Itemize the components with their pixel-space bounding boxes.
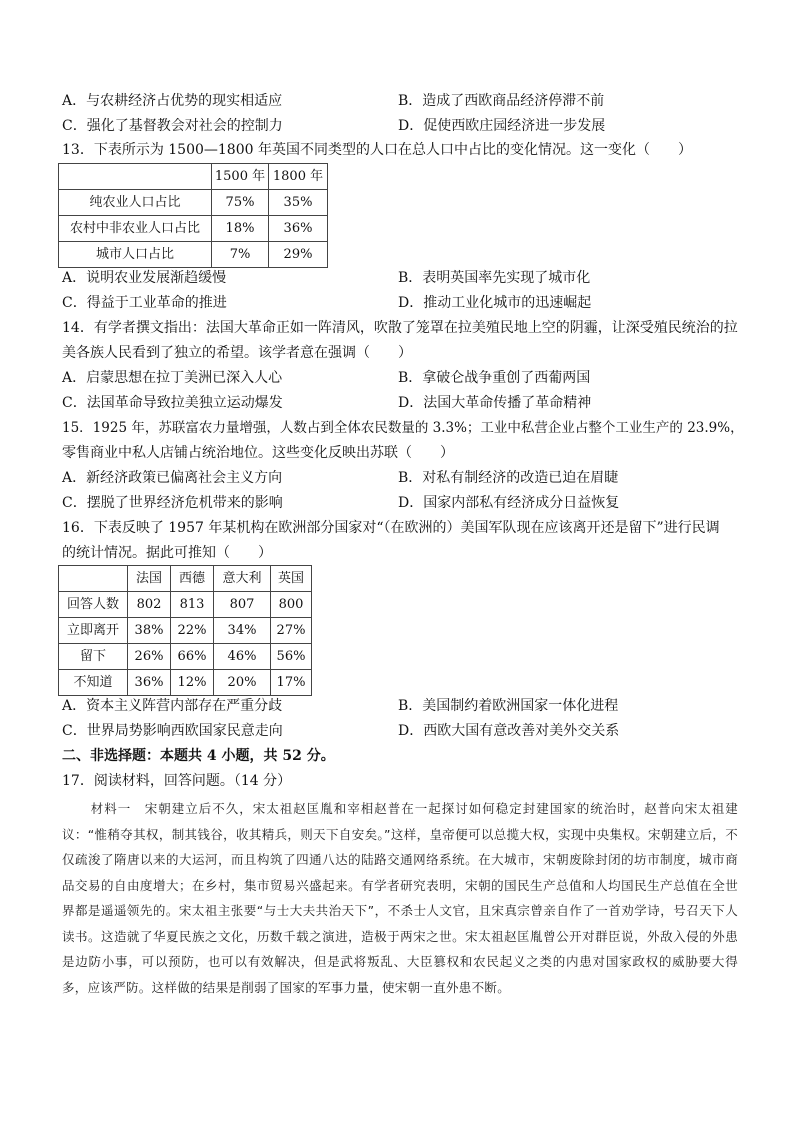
table-cell: 纯农业人口占比	[59, 190, 212, 216]
table-row	[59, 216, 328, 242]
table-cell: 17%	[271, 670, 312, 696]
q14-option-a: A．启蒙思想在拉丁美洲已深入人心	[62, 370, 283, 386]
table-cell: 26%	[128, 644, 171, 670]
table-cell: 西德	[171, 566, 214, 592]
table-cell: 807	[214, 592, 271, 618]
q15-stem-line-1: 15．1925 年，苏联富农力量增强，人数占到全体农民数量的 3.3%；工业中私营企业占整个工业生产的 23.9%，	[62, 420, 744, 436]
table-cell: 36%	[269, 216, 328, 242]
table-cell: 法国	[128, 566, 171, 592]
table-row	[59, 670, 312, 696]
q12-option-c: C．强化了基督教会对社会的控制力	[62, 118, 283, 134]
q17-material-text: 材料一 宋朝建立后不久，宋太祖赵匡胤和宰相赵普在一起探讨如何稳定封建国家的统治时，赵普向宋太祖建议：“惟稍夺其权，制其钱谷，收其精兵，则天下自安矣。”这样，皇帝便可以总揽大权，实现中央集权。宋朝建立后，不仅疏浚了隋唐以来的大运河，而且构筑了四通八达的陆路交通网络系统。在大城市，宋朝废除封闭的坊市制度，城市商品交易的自由度增大；在乡村，集市贸易兴盛起来。有学者研究表明，宋朝的国民生产总值和人均国民生产总值在全世界都是遥遥领先的。宋太祖主张要“与士大夫共治天下”，不杀士人文官，且宋真宗曾亲自作了一首劝学诗，号召天下人读书。这造就了华夏民族之文化，历数千载之演进，造极于两宋之世。宋太祖赵匡胤曾公开对群臣说，外敌入侵的外患是边防小事，可以预防，也可以有效解决，但是武将叛乱、大臣篡权和农民起义之类的内患对国家政权的威胁要大得多，应该严防。这样做的结果是削弱了国家的军事力量，使宋朝一直外患不断。	[62, 801, 738, 995]
table-cell: 75%	[212, 190, 269, 216]
section-heading: 二、非选择题：本题共 4 小题，共 52 分。	[62, 748, 335, 764]
q12-option-b: B．造成了西欧商品经济停滞不前	[398, 93, 605, 109]
table-cell: 意大利	[214, 566, 271, 592]
table-row	[59, 618, 312, 644]
q14-option-c: C．法国革命导致拉美独立运动爆发	[62, 395, 283, 411]
q13-option-c: C．得益于工业革命的推进	[62, 295, 227, 311]
q15-option-a: A．新经济政策已偏离社会主义方向	[62, 470, 283, 486]
table-cell: 不知道	[59, 670, 128, 696]
q16-stem-line-2: 的统计情况。据此可推知（ ）	[62, 545, 272, 561]
table-row	[59, 190, 328, 216]
table-cell: 英国	[271, 566, 312, 592]
table-cell: 34%	[214, 618, 271, 644]
table-cell	[59, 566, 128, 592]
table-cell: 35%	[269, 190, 328, 216]
table-cell: 立即离开	[59, 618, 128, 644]
q12-option-d: D．促使西欧庄园经济进一步发展	[398, 118, 606, 134]
q14-stem-line-2: 美各族人民看到了独立的希望。该学者意在强调（ ）	[62, 345, 412, 361]
table-cell: 29%	[269, 242, 328, 268]
table-cell: 农村中非农业人口占比	[59, 216, 212, 242]
table-cell: 27%	[271, 618, 312, 644]
q16-option-a: A．资本主义阵营内部存在严重分歧	[62, 698, 283, 714]
table-cell: 回答人数	[59, 592, 128, 618]
q13-stem: 13．下表所示为 1500—1800 年英国不同类型的人口在总人口中占比的变化情况。这一变化（ ）	[62, 142, 692, 158]
q15-stem-line-2: 零售商业中私人店铺占统治地位。这些变化反映出苏联（ ）	[62, 445, 454, 461]
q17-material	[62, 796, 738, 1000]
q13-option-b: B．表明英国率先实现了城市化	[398, 270, 591, 286]
table-cell: 46%	[214, 644, 271, 670]
table-cell	[59, 164, 212, 190]
table-cell: 66%	[171, 644, 214, 670]
table-cell: 18%	[212, 216, 269, 242]
table-cell: 36%	[128, 670, 171, 696]
q12-option-a: A．与农耕经济占优势的现实相适应	[62, 93, 283, 109]
table-row	[59, 164, 328, 190]
table-cell: 20%	[214, 670, 271, 696]
table-cell: 1800 年	[269, 164, 328, 190]
table-row	[59, 242, 328, 268]
q14-option-d: D．法国大革命传播了革命精神	[398, 395, 592, 411]
table-cell: 38%	[128, 618, 171, 644]
q16-option-b: B．美国制约着欧洲国家一体化进程	[398, 698, 619, 714]
q17-stem: 17．阅读材料，回答问题。（14 分）	[62, 773, 292, 789]
table-cell: 802	[128, 592, 171, 618]
table-cell: 12%	[171, 670, 214, 696]
q16-stem-line-1: 16．下表反映了 1957 年某机构在欧洲部分国家对“（在欧洲的）美国军队现在应该离开还是留下”进行民调	[62, 520, 720, 536]
table-cell: 800	[271, 592, 312, 618]
q14-option-b: B．拿破仑战争重创了西葡两国	[398, 370, 591, 386]
q13-option-d: D．推动工业化城市的迅速崛起	[398, 295, 592, 311]
q14-stem-line-1: 14．有学者撰文指出：法国大革命正如一阵清风，吹散了笼罩在拉美殖民地上空的阴霾，让深受殖民统治的拉	[62, 320, 738, 336]
table-cell: 1500 年	[212, 164, 269, 190]
q16-option-c: C．世界局势影响西欧国家民意走向	[62, 723, 283, 739]
table-cell: 813	[171, 592, 214, 618]
table-cell: 7%	[212, 242, 269, 268]
table-cell: 城市人口占比	[59, 242, 212, 268]
q13-option-a: A．说明农业发展渐趋缓慢	[62, 270, 227, 286]
q16-table	[58, 565, 312, 696]
table-row	[59, 644, 312, 670]
q15-option-d: D．国家内部私有经济成分日益恢复	[398, 495, 620, 511]
q15-option-c: C．摆脱了世界经济危机带来的影响	[62, 495, 283, 511]
q15-option-b: B．对私有制经济的改造已迫在眉睫	[398, 470, 619, 486]
q13-table	[58, 163, 328, 268]
table-row	[59, 592, 312, 618]
table-row	[59, 566, 312, 592]
table-cell: 22%	[171, 618, 214, 644]
table-cell: 留下	[59, 644, 128, 670]
table-cell: 56%	[271, 644, 312, 670]
q16-option-d: D．西欧大国有意改善对美外交关系	[398, 723, 620, 739]
